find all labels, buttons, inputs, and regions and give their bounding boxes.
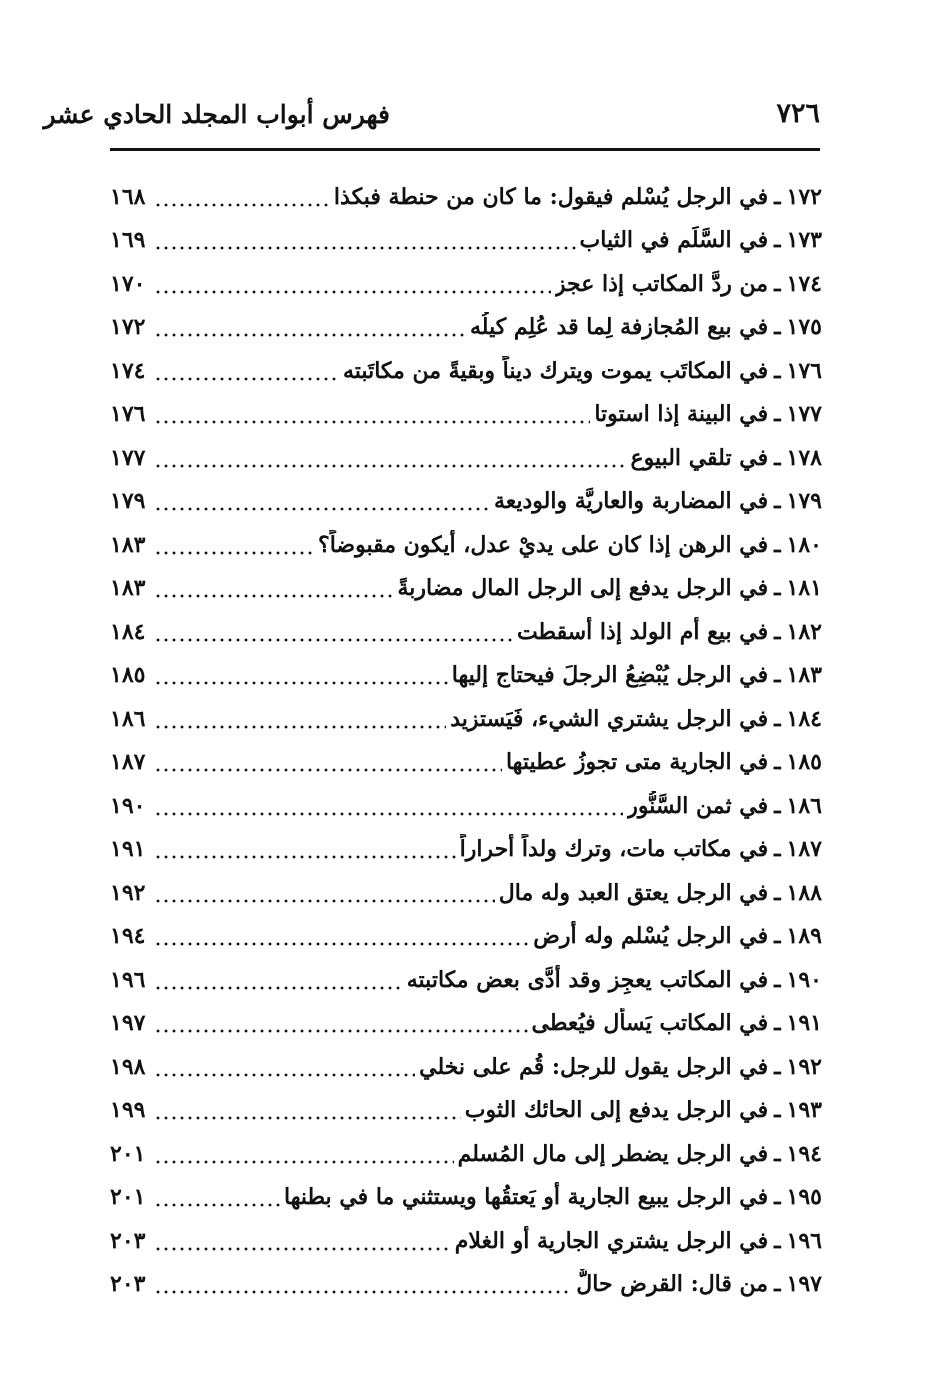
entry-title: في الرجل يشتري الشيء، فَيَستزيد bbox=[450, 705, 769, 732]
toc-entry bbox=[110, 473, 822, 517]
dot-leader bbox=[154, 399, 590, 429]
entry-page-number: ١٦٨ bbox=[110, 183, 146, 210]
toc-entry bbox=[110, 951, 822, 995]
toc-entry bbox=[110, 821, 822, 865]
entry-title: في المضاربة والعاريَّة والوديعة bbox=[493, 488, 769, 514]
entry-title: في المكاتب يعجِز وقد أدَّى بعض مكاتبته bbox=[406, 966, 769, 993]
entry-title: من ردَّ المكاتب إذا عجز bbox=[554, 270, 769, 297]
entry-number: ١٨٩ bbox=[786, 923, 822, 949]
entry-title: في الرجل يدفع إلى الحائك الثوب bbox=[464, 1097, 769, 1123]
entry-separator: ـ bbox=[774, 488, 781, 514]
entry-page-number: ١٨٣ bbox=[110, 531, 146, 558]
entry-page-number: ١٩٤ bbox=[110, 923, 146, 949]
entry-number: ١٩١ bbox=[786, 1010, 822, 1036]
entry-separator: ـ bbox=[774, 1140, 781, 1167]
entry-page-number: ١٩٩ bbox=[110, 1097, 146, 1123]
dot-leader bbox=[154, 182, 330, 212]
entry-separator: ـ bbox=[774, 1227, 781, 1254]
entry-number: ١٩٥ bbox=[786, 1184, 822, 1210]
entry-number: ١٩٣ bbox=[786, 1097, 822, 1123]
toc-entry bbox=[110, 734, 822, 778]
toc-entry bbox=[110, 995, 822, 1039]
entry-number: ١٨٤ bbox=[786, 705, 822, 732]
toc-entry bbox=[110, 1125, 822, 1169]
entry-separator: ـ bbox=[774, 1053, 781, 1080]
dot-leader bbox=[154, 1095, 461, 1125]
entry-number: ١٩٦ bbox=[786, 1227, 822, 1254]
entry-title: في الرجل يعتق العبد وله مال bbox=[498, 879, 769, 906]
dot-leader bbox=[154, 356, 339, 386]
entry-page-number: ١٧٧ bbox=[110, 444, 146, 471]
toc-entry bbox=[110, 690, 822, 734]
dot-leader bbox=[154, 1139, 454, 1169]
entry-number: ١٩٠ bbox=[786, 966, 822, 993]
entry-title: في البينة إذا استوتا bbox=[594, 401, 769, 427]
entry-page-number: ١٩٦ bbox=[110, 966, 146, 993]
entry-title: في المكاتَب يموت ويترك ديناً وبقيةً من مكاتَبته bbox=[343, 357, 769, 384]
toc-entry bbox=[110, 299, 822, 343]
entry-title: في الرجل يُبْضِعُ الرجلَ فيحتاج إليها bbox=[451, 662, 769, 688]
entry-page-number: ١٩٧ bbox=[110, 1010, 146, 1036]
page-number: ٧٢٦ bbox=[776, 98, 820, 129]
entry-separator: ـ bbox=[774, 879, 781, 906]
dot-leader bbox=[154, 878, 495, 908]
toc-entry bbox=[110, 342, 822, 386]
entry-number: ١٧٤ bbox=[786, 270, 822, 297]
dot-leader bbox=[154, 617, 513, 647]
entry-number: ١٩٤ bbox=[786, 1140, 822, 1167]
entry-page-number: ١٨٧ bbox=[110, 749, 146, 775]
entry-page-number: ١٨٦ bbox=[110, 705, 146, 732]
entry-page-number: ١٩٢ bbox=[110, 879, 146, 906]
entry-page-number: ١٧٦ bbox=[110, 401, 146, 427]
entry-page-number: ١٨٥ bbox=[110, 662, 146, 688]
toc-entry bbox=[110, 603, 822, 647]
entry-page-number: ٢٠١ bbox=[110, 1140, 146, 1167]
entry-separator: ـ bbox=[774, 1271, 781, 1297]
toc-entry bbox=[110, 1169, 822, 1213]
entry-title: في الرجل يبيع الجارية أو يَعتقُها ويستثني ما في بطنها bbox=[284, 1184, 769, 1210]
entry-number: ١٨٦ bbox=[786, 792, 822, 819]
entry-page-number: ٢٠١ bbox=[110, 1184, 146, 1210]
dot-leader bbox=[154, 269, 551, 299]
entry-separator: ـ bbox=[774, 618, 781, 645]
toc-entry bbox=[110, 1256, 822, 1300]
entry-page-number: ١٦٩ bbox=[110, 227, 146, 253]
entry-page-number: ١٧٢ bbox=[110, 314, 146, 340]
table-of-contents bbox=[110, 168, 822, 1299]
toc-entry bbox=[110, 647, 822, 691]
entry-title: من قال: القرض حالٌّ bbox=[576, 1271, 769, 1297]
dot-leader bbox=[154, 1182, 280, 1212]
entry-separator: ـ bbox=[774, 1097, 781, 1123]
dot-leader bbox=[154, 486, 490, 516]
entry-page-number: ١٩١ bbox=[110, 836, 146, 862]
entry-number: ١٨٧ bbox=[786, 836, 822, 862]
entry-number: ١٨٨ bbox=[786, 879, 822, 906]
entry-title: في تلقي البيوع bbox=[630, 444, 769, 471]
dot-leader bbox=[154, 965, 403, 995]
dot-leader bbox=[154, 1226, 451, 1256]
entry-separator: ـ bbox=[774, 836, 781, 862]
entry-title: في بيع المُجازفة لِما قد عُلِم كيلُه bbox=[470, 314, 769, 340]
dot-leader bbox=[154, 704, 446, 734]
entry-separator: ـ bbox=[774, 1184, 781, 1210]
dot-leader bbox=[154, 921, 529, 951]
dot-leader bbox=[154, 1052, 415, 1082]
entry-number: ١٧٥ bbox=[786, 314, 822, 340]
dot-leader bbox=[154, 225, 576, 255]
dot-leader bbox=[154, 660, 448, 690]
entry-separator: ـ bbox=[774, 749, 781, 775]
toc-entry bbox=[110, 386, 822, 430]
entry-separator: ـ bbox=[774, 444, 781, 471]
entry-separator: ـ bbox=[774, 923, 781, 949]
entry-page-number: ٢٠٣ bbox=[110, 1271, 146, 1297]
dot-leader bbox=[154, 312, 466, 342]
entry-number: ١٨٢ bbox=[786, 618, 822, 645]
entry-page-number: ١٧٤ bbox=[110, 357, 146, 384]
dot-leader bbox=[154, 443, 626, 473]
dot-leader bbox=[154, 530, 314, 560]
entry-title: في الرجل يشتري الجارية أو الغلام bbox=[454, 1227, 769, 1254]
entry-title: في الجارية متى تجوزُ عطيتها bbox=[505, 749, 769, 775]
entry-number: ١٧٨ bbox=[786, 444, 822, 471]
entry-separator: ـ bbox=[774, 792, 781, 819]
entry-separator: ـ bbox=[774, 401, 781, 427]
entry-page-number: ١٧٠ bbox=[110, 270, 146, 297]
entry-separator: ـ bbox=[774, 575, 781, 601]
entry-title: في الرجل يضطر إلى مال المُسلم bbox=[457, 1140, 769, 1167]
entry-number: ١٧٣ bbox=[786, 227, 822, 253]
toc-entry bbox=[110, 864, 822, 908]
page-title: فهرس أبواب المجلد الحادي عشر bbox=[43, 100, 390, 129]
entry-separator: ـ bbox=[774, 357, 781, 384]
entry-title: في الرهن إذا كان على يديْ عدل، أيكون مقبوضاً؟ bbox=[318, 531, 769, 558]
dot-leader bbox=[154, 791, 623, 821]
entry-number: ١٧٩ bbox=[786, 488, 822, 514]
entry-number: ١٧٧ bbox=[786, 401, 822, 427]
entry-number: ١٨٥ bbox=[786, 749, 822, 775]
toc-entry bbox=[110, 516, 822, 560]
dot-leader bbox=[154, 1008, 528, 1038]
entry-title: في الرجل يُسْلم وله أرض bbox=[533, 923, 769, 949]
toc-entry bbox=[110, 1212, 822, 1256]
entry-title: في المكاتب يَسأل فيُعطى bbox=[531, 1010, 769, 1036]
entry-separator: ـ bbox=[774, 966, 781, 993]
entry-separator: ـ bbox=[774, 314, 781, 340]
entry-title: في بيع أم الولد إذا أسقطت bbox=[516, 618, 769, 645]
toc-entry bbox=[110, 560, 822, 604]
entry-page-number: ١٧٩ bbox=[110, 488, 146, 514]
toc-entry bbox=[110, 429, 822, 473]
toc-entry bbox=[110, 777, 822, 821]
entry-number: ١٧٦ bbox=[786, 357, 822, 384]
header-rule bbox=[110, 148, 820, 151]
entry-page-number: ١٨٤ bbox=[110, 618, 146, 645]
entry-separator: ـ bbox=[774, 183, 781, 210]
page-header bbox=[43, 90, 820, 150]
entry-number: ١٩٢ bbox=[786, 1053, 822, 1080]
entry-page-number: ١٩٨ bbox=[110, 1053, 146, 1080]
toc-entry bbox=[110, 255, 822, 299]
entry-page-number: ١٩٠ bbox=[110, 792, 146, 819]
dot-leader bbox=[154, 834, 456, 864]
entry-separator: ـ bbox=[774, 531, 781, 558]
entry-page-number: ١٨٣ bbox=[110, 575, 146, 601]
dot-leader bbox=[154, 1269, 572, 1299]
entry-title: في الرجل يُسْلم فيقول: ما كان من حنطة فبكذا bbox=[333, 183, 769, 210]
entry-number: ١٩٧ bbox=[786, 1271, 822, 1297]
entry-title: في الرجل يقول للرجل: قُم على نخلي bbox=[419, 1053, 769, 1080]
entry-number: ١٨٣ bbox=[786, 662, 822, 688]
toc-entry bbox=[110, 168, 822, 212]
entry-page-number: ٢٠٣ bbox=[110, 1227, 146, 1254]
entry-number: ١٨١ bbox=[786, 575, 822, 601]
entry-title: في الرجل يدفع إلى الرجل المال مضاربةً bbox=[397, 575, 769, 601]
entry-separator: ـ bbox=[774, 705, 781, 732]
toc-entry bbox=[110, 1038, 822, 1082]
entry-number: ١٨٠ bbox=[786, 531, 822, 558]
toc-entry bbox=[110, 908, 822, 952]
dot-leader bbox=[154, 573, 393, 603]
entry-title: في مكاتب مات، وترك ولداً أحراراً bbox=[459, 836, 769, 862]
entry-separator: ـ bbox=[774, 270, 781, 297]
dot-leader bbox=[154, 747, 502, 777]
toc-entry bbox=[110, 1082, 822, 1126]
entry-number: ١٧٢ bbox=[786, 183, 822, 210]
entry-title: في السَّلَم في الثياب bbox=[579, 227, 769, 253]
entry-separator: ـ bbox=[774, 227, 781, 253]
toc-entry bbox=[110, 212, 822, 256]
entry-separator: ـ bbox=[774, 1010, 781, 1036]
entry-title: في ثمن السَّنُّور bbox=[627, 792, 769, 819]
entry-separator: ـ bbox=[774, 662, 781, 688]
